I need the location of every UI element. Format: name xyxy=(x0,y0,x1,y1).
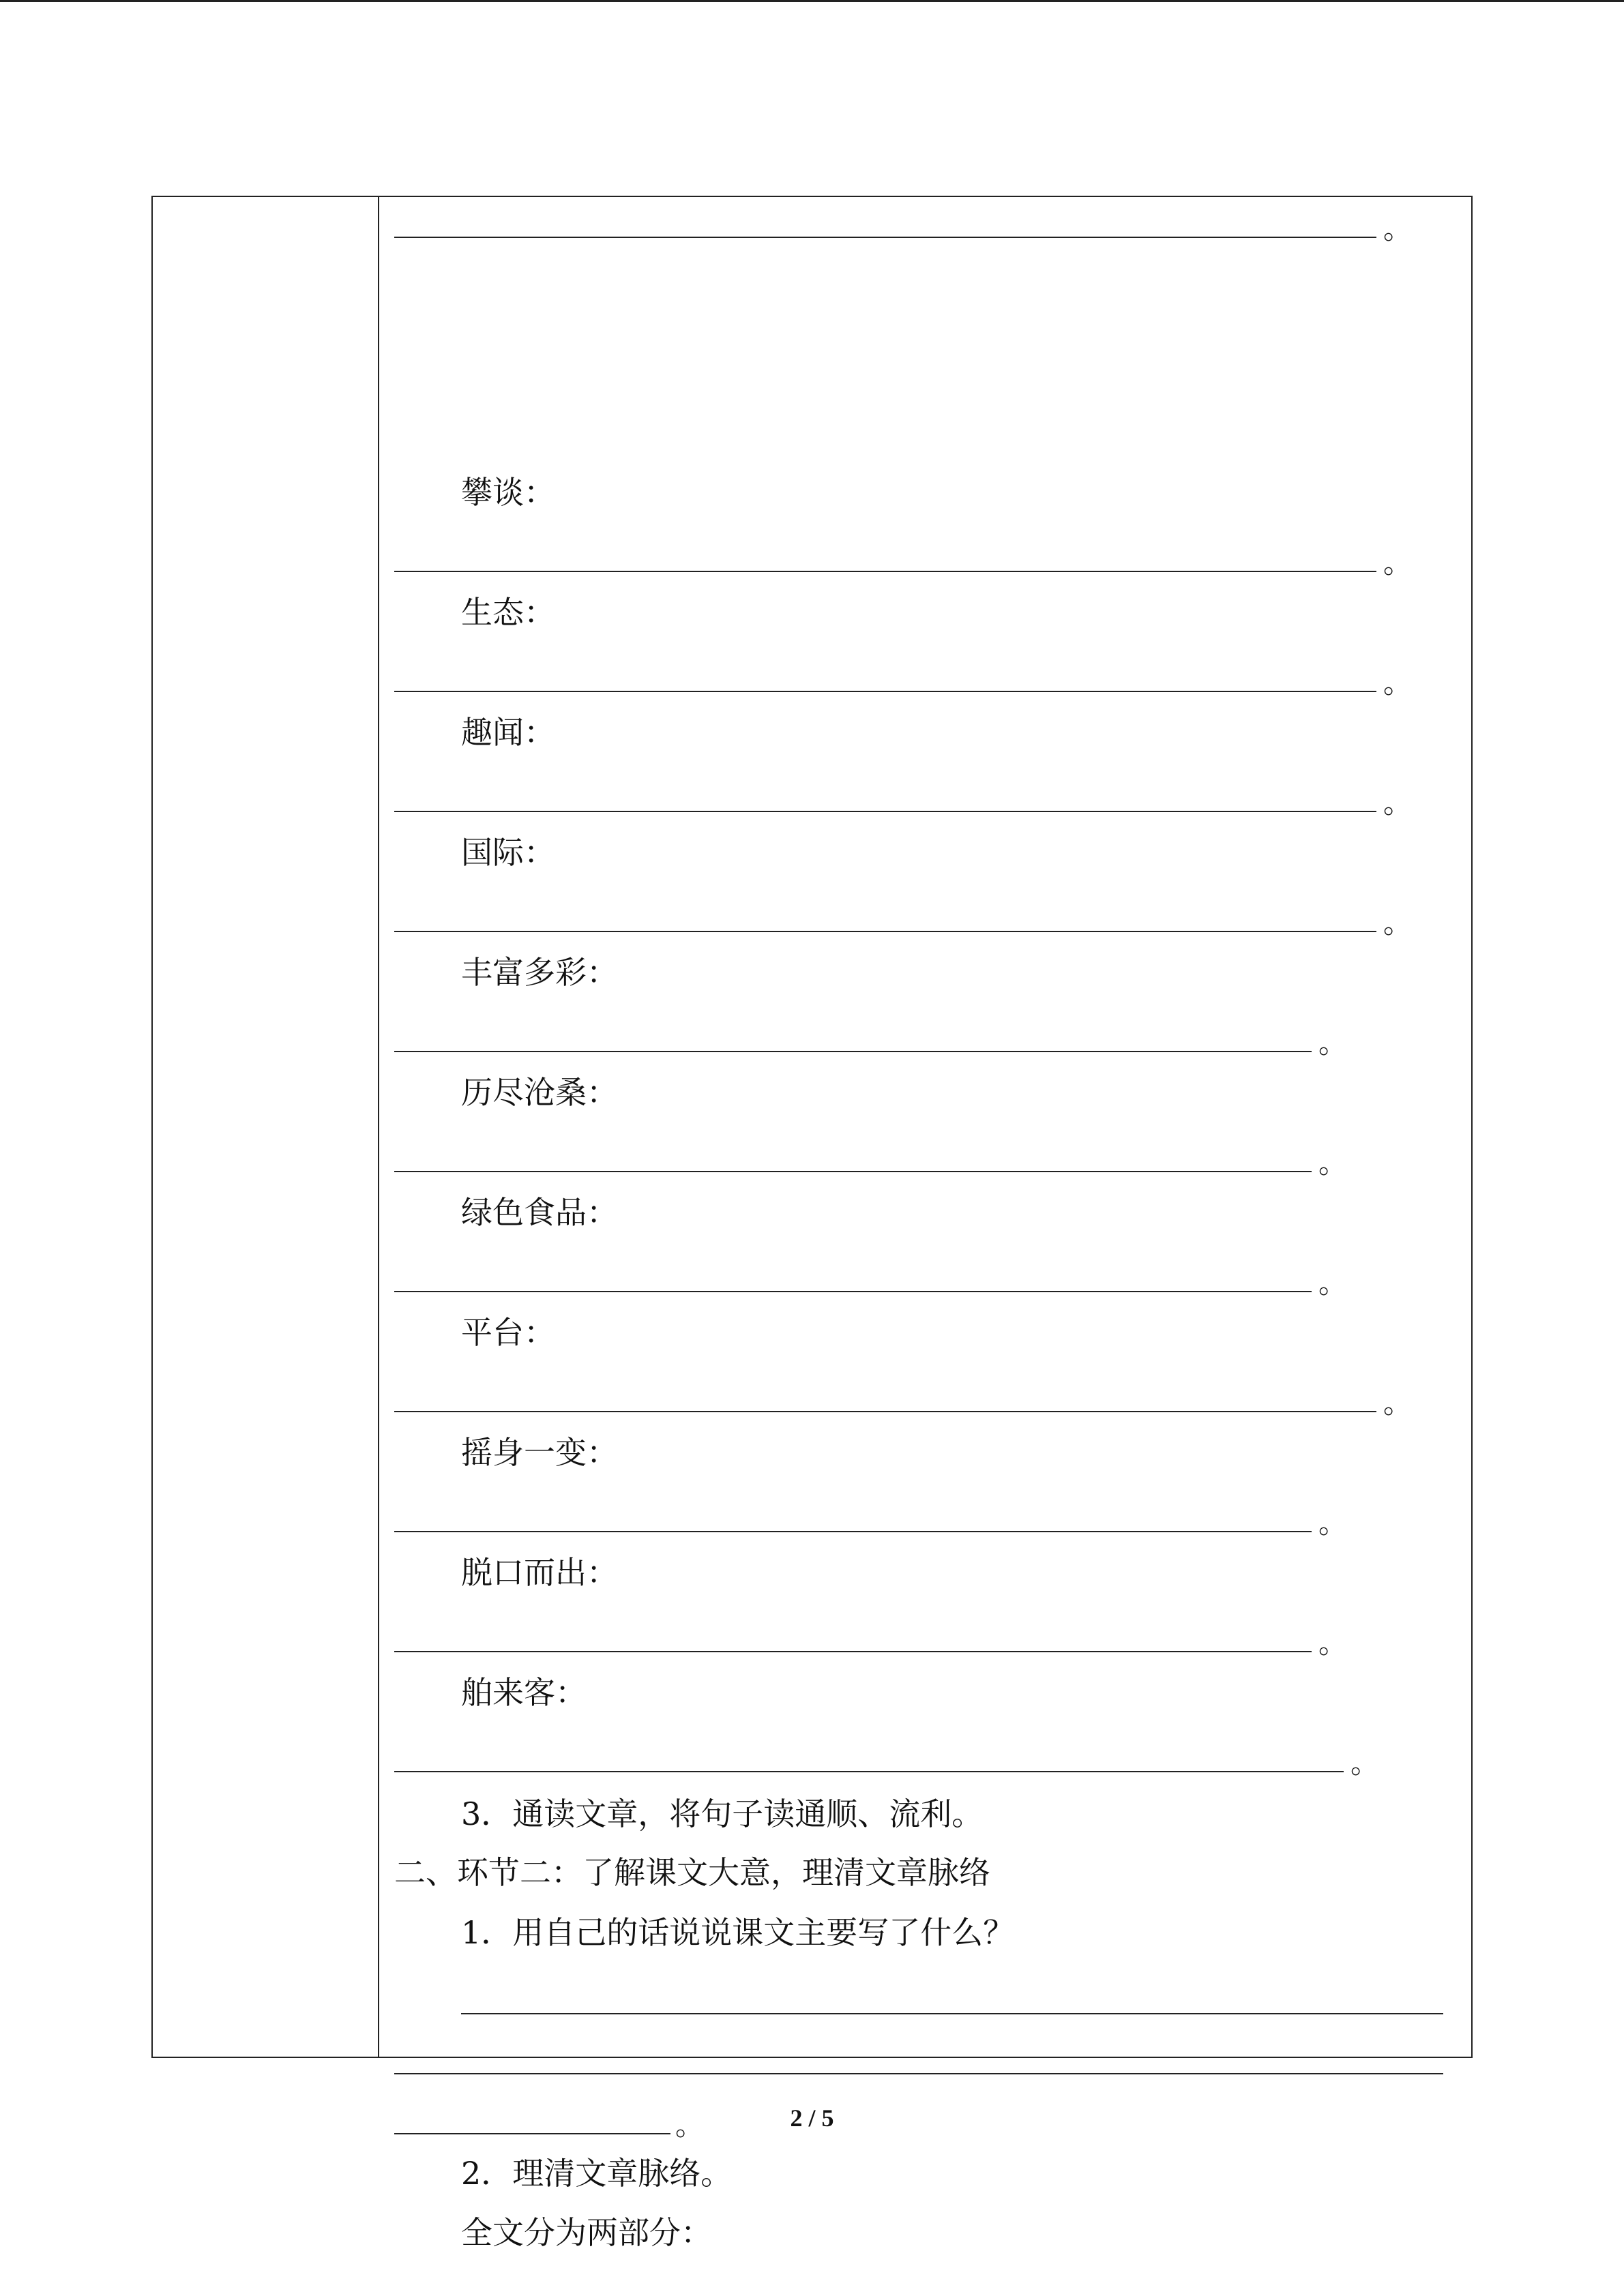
answer-line-9[interactable] xyxy=(394,1371,1417,1420)
term-shengtai: 生态： xyxy=(461,594,555,631)
answer-line-8[interactable] xyxy=(394,1251,1363,1300)
answer-blank[interactable] xyxy=(394,931,1376,932)
page-number: 2 / 5 xyxy=(790,2104,834,2132)
answer-line-12[interactable] xyxy=(394,1731,1390,1780)
answer-line-1[interactable] xyxy=(394,197,1417,245)
page-top-border xyxy=(0,0,1624,2)
answer-line-4[interactable] xyxy=(394,771,1417,820)
term-pantan: 攀谈： xyxy=(461,474,555,511)
answer-line-q1-a[interactable] xyxy=(461,1973,1443,2014)
period: 。 xyxy=(1318,1626,1348,1660)
period: 。 xyxy=(1383,906,1413,940)
answer-blank[interactable] xyxy=(394,2073,1443,2074)
answer-blank[interactable] xyxy=(394,811,1376,812)
section-2-heading: 二、环节二：了解课文大意，理清文章脉络 xyxy=(394,1854,990,1891)
answer-line-2[interactable] xyxy=(394,531,1417,580)
period: 。 xyxy=(1318,1146,1348,1180)
term-quwen: 趣闻： xyxy=(461,714,555,751)
answer-line-5[interactable] xyxy=(394,891,1417,940)
answer-blank[interactable] xyxy=(394,1051,1312,1052)
term-tuokouerchu: 脱口而出： xyxy=(461,1554,618,1591)
period: 。 xyxy=(1318,1506,1348,1540)
answer-blank[interactable] xyxy=(461,2013,1443,2014)
answer-blank[interactable] xyxy=(394,2133,670,2134)
question-1: 1．用自己的话说说课文主要写了什么？ xyxy=(461,1914,1015,1951)
term-yaoshenyibian: 摇身一变： xyxy=(461,1434,618,1471)
question-2: 2．理清文章脉络。 xyxy=(461,2155,733,2192)
period: 。 xyxy=(1383,212,1413,245)
period: 。 xyxy=(1383,546,1413,580)
answer-line-7[interactable] xyxy=(394,1131,1363,1180)
answer-blank[interactable] xyxy=(394,691,1376,692)
term-lvseshipin: 绿色食品： xyxy=(461,1194,618,1231)
period: 。 xyxy=(1383,786,1413,820)
term-lijincangsang: 历尽沧桑： xyxy=(461,1074,618,1111)
answer-blank[interactable] xyxy=(394,571,1376,572)
period: 。 xyxy=(1350,1746,1380,1780)
term-pingtai: 平台： xyxy=(461,1314,555,1351)
question-2-sub: 全文分为两部分： xyxy=(461,2214,712,2251)
answer-line-10[interactable] xyxy=(394,1491,1363,1540)
period: 。 xyxy=(1318,1026,1348,1060)
answer-blank[interactable] xyxy=(394,1411,1376,1412)
period: 。 xyxy=(1318,1266,1348,1300)
answer-blank[interactable] xyxy=(394,1771,1344,1772)
answer-line-3[interactable] xyxy=(394,651,1417,700)
term-bolaike: 舶来客： xyxy=(461,1674,587,1711)
answer-blank[interactable] xyxy=(394,1651,1312,1652)
term-guoji: 国际： xyxy=(461,834,555,871)
term-fengfuduocai: 丰富多彩： xyxy=(461,954,618,991)
answer-blank[interactable] xyxy=(394,1171,1312,1172)
period: 。 xyxy=(675,2108,705,2142)
answer-blank[interactable] xyxy=(394,1531,1312,1532)
period: 。 xyxy=(1383,1386,1413,1420)
answer-line-q1-b[interactable] xyxy=(394,2033,1443,2074)
instruction-item-3: 3．通读文章，将句子读通顺、流利。 xyxy=(461,1795,984,1832)
answer-line-11[interactable] xyxy=(394,1611,1363,1660)
answer-blank[interactable] xyxy=(394,1291,1312,1292)
table-left-column xyxy=(153,197,379,2057)
answer-blank[interactable] xyxy=(394,237,1376,238)
answer-line-6[interactable] xyxy=(394,1011,1363,1060)
period: 。 xyxy=(1383,666,1413,700)
